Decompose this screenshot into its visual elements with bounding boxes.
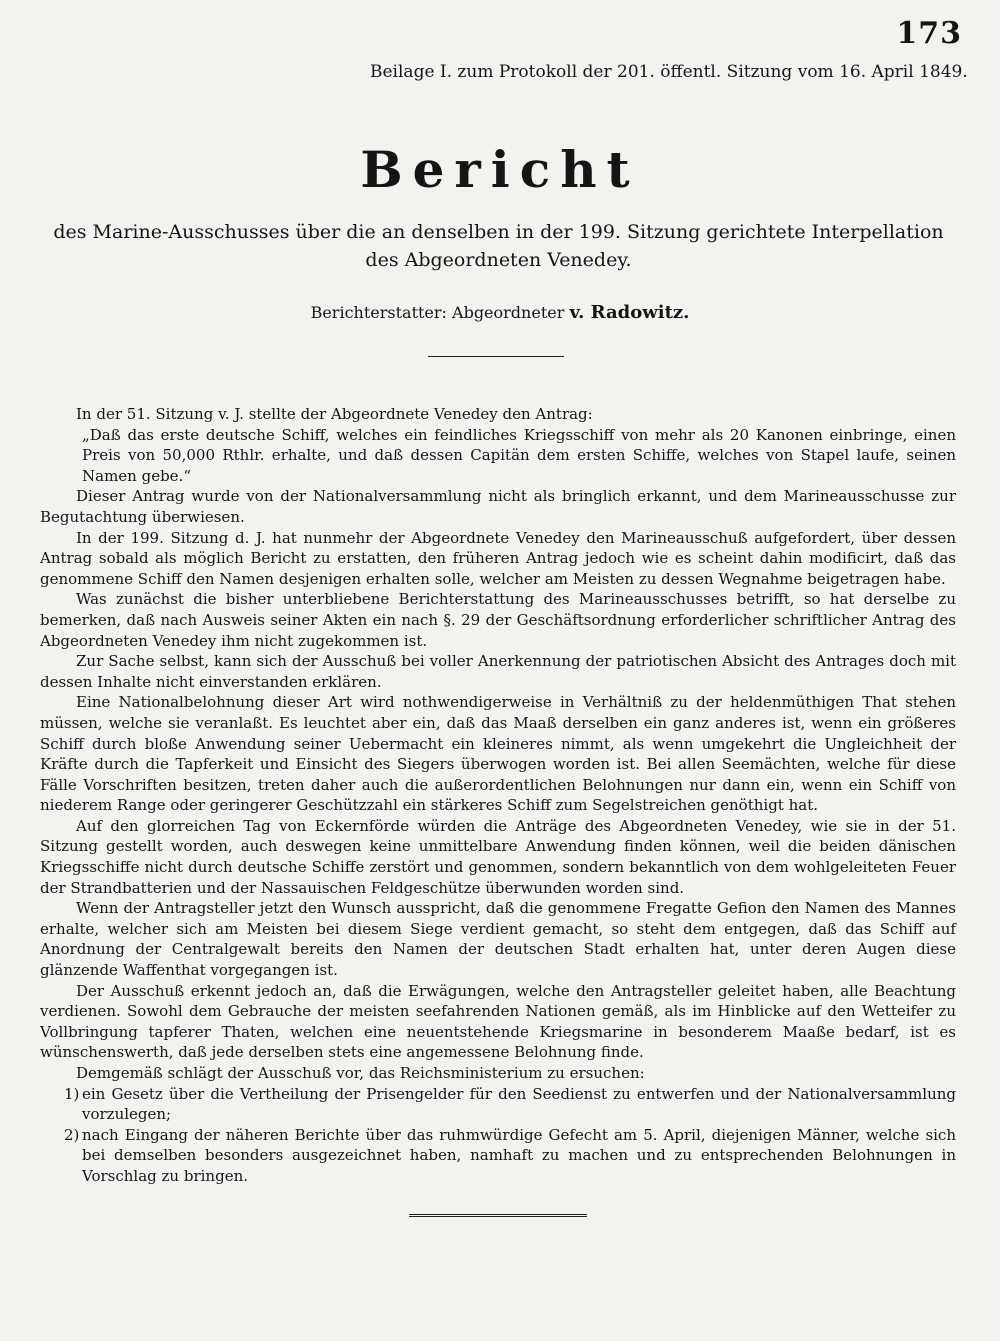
paragraph: Der Ausschuß erkennt jedoch an, daß die Erwägungen, welche den Antragsteller geleitet haben, alle Beachtung verdienen. Sowohl dem Gebrauche der meisten seefahrenden Nationen gemäß, als im Hinblicke auf den Wetteifer zu Vollbringung tapferer Thaten, welchen eine neuentstehende Kriegsmarine in besonderem Maaße bedarf, ist es wünschenswerth, daß jede derselben stets eine angemessene Belohnung finde. [40,981,956,1062]
proposal-item [40,1125,956,1187]
quoted-motion: „Daß das erste deutsche Schiff, welches ein feindliches Kriegsschiff von mehr als 20 Kanonen einbringe, einen Preis von 50,000 Rthlr. erhalte, und daß dessen Capitän dem ersten Schiffe, welches von Stapel laufe, seinen Namen gebe.“ [82,425,956,485]
item-number: 2) [64,1125,80,1144]
paragraph: Auf den glorreichen Tag von Eckernförde würden die Anträge des Abgeordneten Venedey, wie sie in der 51. Sitzung gestellt worden, auch deswegen keine unmittelbare Anwendung finden können, weil die beiden dänischen Kriegsschiffe nicht durch deutsche Schiffe zerstört und genommen, sondern bekanntlich von dem wohlgeleiteten Feuer der Strandbatterien und der Nassauischen Feldgeschütze überwunden worden sind. [40,816,956,897]
document-title: Bericht [360,140,640,199]
paragraph: Dieser Antrag wurde von der Nationalversammlung nicht als bringlich erkannt, und dem Marineausschusse zur Begutachtung überwiesen. [40,487,956,526]
divider-top [428,356,564,357]
paragraph: Eine Nationalbelohnung dieser Art wird nothwendigerweise in Verhältniß zu der heldenmüthigen That stehen müssen, welche sie veranlaßt. Es leuchtet aber ein, daß das Maaß derselben ein ganz anderes ist, wenn ein größeres Schiff durch bloße Anwendung seiner Uebermacht ein kleineres nimmt, als wenn umgekehrt die Ungleichheit der Kräfte durch die Tapferkeit und Einsicht des Siegers überwogen worden ist. Bei allen Seemächten, welche für diese Fälle Vorschriften besitzen, treten daher auch die außerordentlichen Belohnungen nur dann ein, wenn ein Schiff von niederem Range oder geringerer Geschützzahl ein stärkeres Schiff zum Segelstreichen genöthigt hat. [40,693,956,815]
item-number: 1) [64,1084,80,1103]
paragraph: In der 199. Sitzung d. J. hat nunmehr der Abgeordnete Venedey den Marineausschuß aufgefordert, über dessen Antrag sobald als möglich Bericht zu erstatten, den früheren Antrag jedoch wie es scheint dahin modificirt, daß das genommene Schiff den Namen desjenigen erhalten solle, welcher am Meisten zu dessen Wegnahme beigetragen habe. [40,528,956,588]
page-number: 173 [896,16,962,51]
paragraph: Demgemäß schlägt der Ausschuß vor, das Reichsministerium zu ersuchen: [76,1064,645,1082]
item-text: ein Gesetz über die Vertheilung der Prisengelder für den Seedienst zu entwerfen und der Nationalversammlung vorzulegen; [82,1084,956,1124]
subtitle-line-2: des Abgeordneten Venedey. [365,249,632,271]
paragraph: Was zunächst die bisher unterbliebene Berichterstattung des Marineausschusses betrifft, so hat derselbe zu bemerken, daß nach Ausweis seiner Akten ein nach §. 29 der Geschäftsordnung erforderlicher schriftlicher Antrag des Abgeordneten Venedey ihm nicht zugekommen ist. [40,590,956,650]
paragraph: In der 51. Sitzung v. J. stellte der Abgeordnete Venedey den Antrag: [76,405,593,423]
header-line: Beilage I. zum Protokoll der 201. öffentl. Sitzung vom 16. April 1849. [370,62,968,82]
reporter-name: v. Radowitz. [569,302,690,323]
proposal-item [40,1084,956,1125]
report-body [40,404,956,1187]
document-subtitle [36,218,961,274]
divider-bottom [409,1214,587,1217]
reporter-line [0,302,1000,323]
paragraph: Zur Sache selbst, kann sich der Ausschuß bei voller Anerkennung der patriotischen Absicht des Antrages doch mit dessen Inhalte nicht einverstanden erklären. [40,652,956,691]
item-text: nach Eingang der näheren Berichte über das ruhmwürdige Gefecht am 5. April, diejenigen Männer, welche sich bei demselben besonders ausgezeichnet haben, namhaft zu machen und zu entsprechenden Belohnungen in Vorschlag zu bringen. [82,1125,956,1185]
reporter-label: Berichterstatter: Abgeordneter [310,303,565,322]
subtitle-line-1: des Marine-Ausschusses über die an denselben in der 199. Sitzung gerichtete Interpellation [53,221,944,243]
paragraph: Wenn der Antragsteller jetzt den Wunsch ausspricht, daß die genommene Fregatte Gefion den Namen des Mannes erhalte, welcher sich am Meisten bei diesem Siege verdient gemacht, so steht dem entgegen, daß das Schiff auf Anordnung der Centralgewalt bereits den Namen der deutschen Stadt erhalten hat, unter deren Augen diese glänzende Waffenthat vorgegangen ist. [40,899,956,980]
